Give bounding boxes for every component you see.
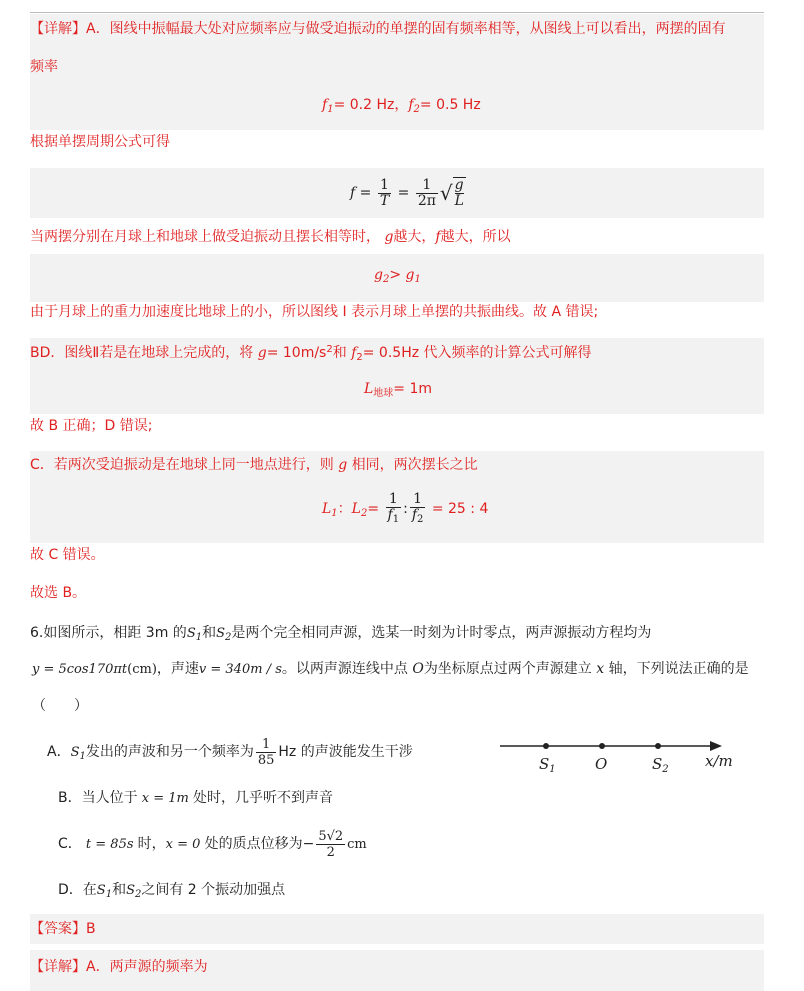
point-s1 [543,743,549,749]
bd-line: BD．图线Ⅱ若是在地球上完成的，将 $g= 10m/s^2$和 $f_2= 0.5Hz$ 代入频率的计算公式可解得 [30,344,592,363]
detail-line-2: 频率 [30,59,58,75]
band-6 [30,914,764,944]
point-s2 [655,743,661,749]
option-c[interactable]: C． t = 85s 时，x = 0 处的质点位移为− $\frac{5√2}{2}$ cm [58,828,367,860]
top-divider [30,12,764,13]
pendulum-formula: f = $\frac{1}{T}$ = $\frac{1}{2\pi}$ √ $\frac{g}{L}$ [350,176,464,209]
final-choice: 故选 B。 [30,585,87,601]
axis-label-x: x/m [705,752,733,770]
axis-label-o: O [595,755,608,773]
q6-stem-line-2: y = 5cos170πt(cm)，声速v = 340m / s。以两声源连线中点 O为坐标原点过两个声源建立 x 轴，下列说法正确的是 [32,661,749,677]
formula-intro: 根据单摆周期公式可得 [30,134,170,150]
axis-label-s1: $S_1$ [539,755,556,775]
answer-value: B [86,921,96,937]
c-line: C．若两次受迫振动是在地球上同一地点进行，则 g 相同，两次摆长之比 [30,457,478,473]
answer-line [30,920,96,938]
conclusion-bd: 故 B 正确；D 错误; [30,418,153,434]
length-ratio: $L_1$：$L_2=$ $\frac{1}{f_1}$ : $\frac{1}{f_2}$ = 25 : 4 [322,490,489,525]
q6-stem-line-1: 6.如图所示，相距 3m 的$S_1$和$S_2$是两个完全相同声源，选某一时刻为计时零点，两声源振动方程均为 [30,625,652,643]
detail-2-line: 【详解】A．两声源的频率为 [30,959,208,975]
answer-label: 【答案】 [30,921,86,937]
point-o [599,743,605,749]
detail-label: 【详解】 [30,21,86,37]
axis-label-s2: $S_2$ [652,755,669,775]
conclusion-c: 故 C 错误。 [30,547,105,563]
option-b[interactable]: B．当人位于 x = 1m 处时，几乎听不到声音 [58,790,333,806]
q6-paren: （ ） [32,698,88,714]
detail-line-1: 【详解】A．图线中振幅最大处对应频率应与做受迫振动的单摆的固有频率相等，从图线上可以看出，两摆的固有 [30,21,726,37]
moon-earth-line: 当两摆分别在月球上和地球上做受迫振动且摆长相等时， g越大，f越大，所以 [30,229,511,245]
option-a[interactable]: A．$S_1$发出的声波和另一个频率为 $\frac{1}{85}$ Hz 的声波能发生干涉 [47,736,413,768]
l-earth-result: $L_{地球}= 1m$ [364,381,433,399]
conclusion-a: 由于月球上的重力加速度比地球上的小，所以图线 I 表示月球上单摆的共振曲线。故 A 错误; [30,304,599,320]
frequency-equation: $f_1= 0.2$ Hz，$f_2= 0.5$ Hz [322,97,481,115]
axis-arrow [710,741,722,751]
g-relation: $g_2> g_1$ [374,267,421,285]
option-d[interactable]: D．在$S_1$和$S_2$之间有 2 个振动加强点 [58,882,286,900]
